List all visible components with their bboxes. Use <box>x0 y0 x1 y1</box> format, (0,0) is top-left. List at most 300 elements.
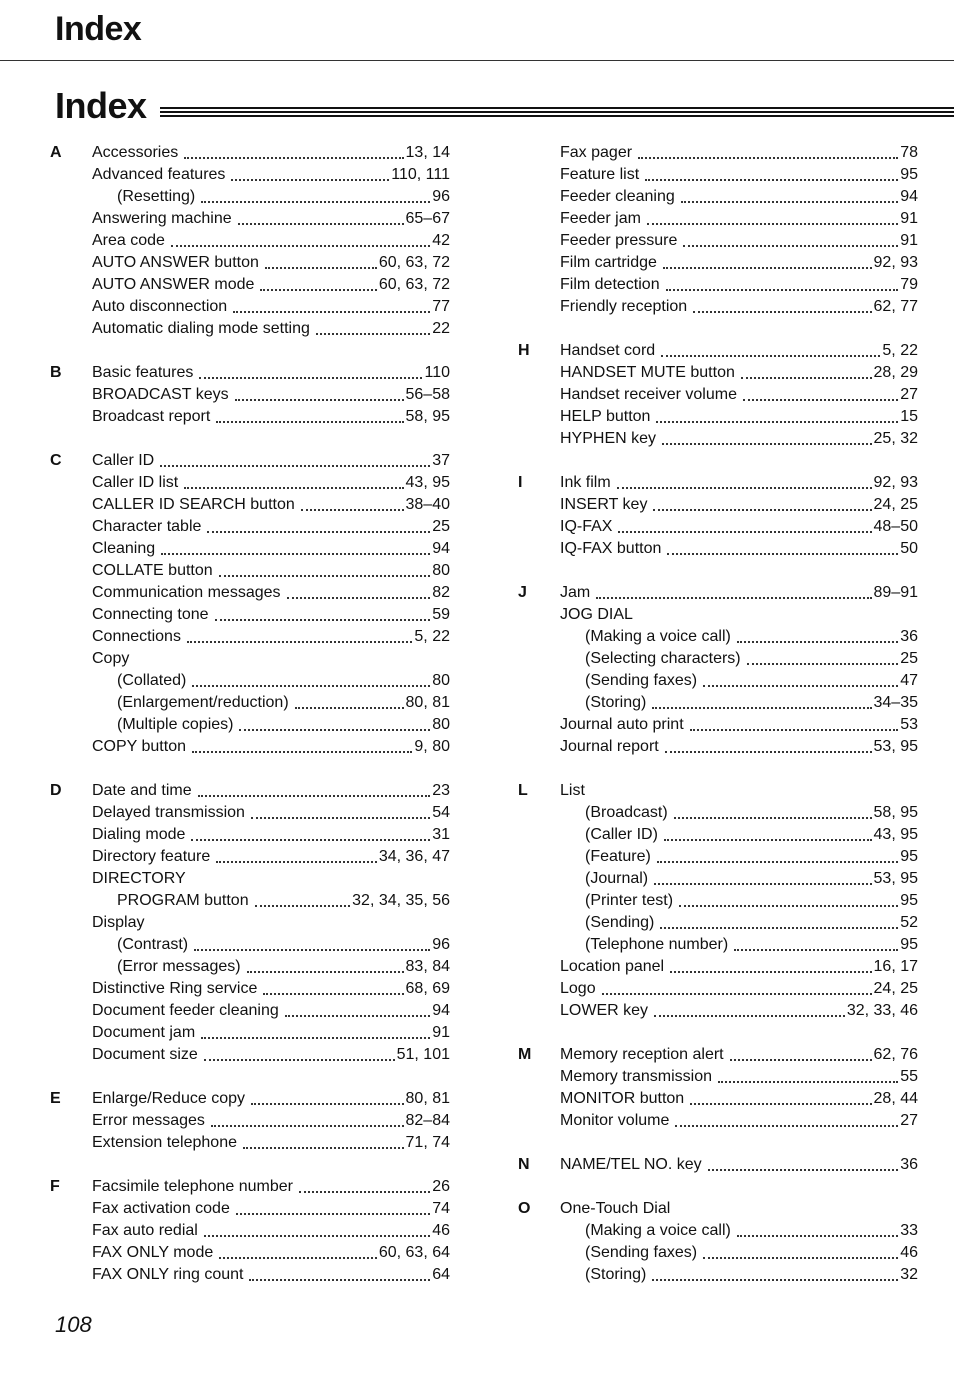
index-entry <box>92 560 450 582</box>
dot-leader <box>654 883 871 885</box>
dot-leader <box>316 333 430 335</box>
entry-pages: 91 <box>900 232 918 249</box>
entry-term: HANDSET MUTE button <box>560 364 735 381</box>
index-entry <box>560 428 918 450</box>
entry-pages: 50 <box>900 540 918 557</box>
entry-pages: 46 <box>900 1244 918 1261</box>
page-number: 108 <box>55 1312 92 1337</box>
index-entry <box>560 362 918 384</box>
entry-term: Document size <box>92 1046 198 1063</box>
entry-pages: 53, 95 <box>873 738 918 755</box>
entry-pages: 24, 25 <box>873 496 918 513</box>
entry-pages: 80 <box>432 562 450 579</box>
index-letter: D <box>50 782 62 799</box>
index-entry <box>92 1044 450 1066</box>
entry-pages: 5, 22 <box>414 628 450 645</box>
entry-term: BROADCAST keys <box>92 386 229 403</box>
dot-leader <box>299 1191 430 1193</box>
index-entry <box>92 1242 450 1264</box>
entry-pages: 36 <box>900 628 918 645</box>
dot-leader <box>741 377 872 379</box>
dot-leader <box>219 1257 377 1259</box>
entry-term: Handset cord <box>560 342 656 359</box>
index-column-right <box>518 142 918 1308</box>
index-entry <box>92 230 450 252</box>
entry-term: Area code <box>92 232 165 249</box>
entry-term: (Storing) <box>585 1266 647 1283</box>
entry-term: Basic features <box>92 364 194 381</box>
index-entry <box>560 1198 918 1220</box>
index-entry <box>560 340 918 362</box>
index-entry <box>560 1220 918 1242</box>
entry-term: MONITOR button <box>560 1090 685 1107</box>
index-group <box>50 1088 450 1154</box>
entry-term: INSERT key <box>560 496 648 513</box>
entry-term: (Enlargement/reduction) <box>117 694 289 711</box>
entry-term: Character table <box>92 518 202 535</box>
page-header-title: Index <box>55 10 142 48</box>
index-group <box>50 780 450 1066</box>
entry-pages: 82–84 <box>405 1112 450 1129</box>
entry-term: Journal report <box>560 738 659 755</box>
dot-leader <box>693 311 871 313</box>
entry-pages: 58, 95 <box>405 408 450 425</box>
entry-pages: 34–35 <box>873 694 918 711</box>
index-entries <box>92 1176 450 1286</box>
index-entry <box>560 1000 918 1022</box>
entry-term: AUTO ANSWER button <box>92 254 259 271</box>
entry-term: Feeder cleaning <box>560 188 675 205</box>
dot-leader <box>657 861 898 863</box>
entry-term: Enlarge/Reduce copy <box>92 1090 245 1107</box>
dot-leader <box>675 1125 898 1127</box>
dot-leader <box>171 245 430 247</box>
index-entry <box>92 670 450 692</box>
dot-leader <box>194 949 430 951</box>
index-entry <box>92 406 450 428</box>
entry-pages: 24, 25 <box>873 980 918 997</box>
dot-leader <box>660 927 898 929</box>
index-entry <box>92 208 450 230</box>
entry-term: Logo <box>560 980 596 997</box>
index-entry <box>92 1022 450 1044</box>
entry-pages: 43, 95 <box>873 826 918 843</box>
entry-pages: 22 <box>432 320 450 337</box>
dot-leader <box>737 1235 898 1237</box>
entry-term: IQ-FAX button <box>560 540 662 557</box>
index-letter: E <box>50 1090 61 1107</box>
index-entry <box>560 1154 918 1176</box>
index-entry <box>560 604 918 626</box>
entry-term: Fax auto redial <box>92 1222 198 1239</box>
dot-leader <box>216 861 377 863</box>
dot-leader <box>160 465 430 467</box>
index-group <box>50 362 450 428</box>
entry-pages: 94 <box>432 1002 450 1019</box>
dot-leader <box>730 1059 872 1061</box>
index-letter: B <box>50 364 62 381</box>
entry-term: Film cartridge <box>560 254 657 271</box>
entry-term: Answering machine <box>92 210 232 227</box>
entry-term: Copy <box>92 650 130 667</box>
entry-pages: 79 <box>900 276 918 293</box>
entry-pages: 28, 29 <box>873 364 918 381</box>
entry-pages: 32 <box>900 1266 918 1283</box>
entry-pages: 95 <box>900 166 918 183</box>
dot-leader <box>301 509 404 511</box>
entry-pages: 60, 63, 72 <box>378 254 450 271</box>
index-entry <box>92 296 450 318</box>
index-entries <box>560 1198 918 1286</box>
dot-leader <box>199 377 422 379</box>
index-entry <box>92 736 450 758</box>
entry-term: Fax pager <box>560 144 633 161</box>
entry-term: Location panel <box>560 958 665 975</box>
index-group <box>50 1176 450 1286</box>
index-group <box>518 142 918 318</box>
index-entries <box>92 142 450 340</box>
entry-pages: 33 <box>900 1222 918 1239</box>
index-entry <box>560 934 918 956</box>
index-entry <box>560 1044 918 1066</box>
entry-term: (Collated) <box>117 672 187 689</box>
dot-leader <box>265 267 377 269</box>
entry-pages: 54 <box>432 804 450 821</box>
index-entry <box>560 516 918 538</box>
entry-term: FAX ONLY mode <box>92 1244 214 1261</box>
index-entry <box>92 648 450 670</box>
entry-pages: 80, 81 <box>405 694 450 711</box>
entry-pages: 25 <box>432 518 450 535</box>
index-entry <box>92 472 450 494</box>
index-entry <box>92 1264 450 1286</box>
entry-pages: 37 <box>432 452 450 469</box>
entry-pages: 13, 14 <box>405 144 450 161</box>
entry-pages: 94 <box>900 188 918 205</box>
entry-term: Feeder jam <box>560 210 641 227</box>
entry-term: LOWER key <box>560 1002 649 1019</box>
dot-leader <box>184 487 403 489</box>
entry-term: Cleaning <box>92 540 156 557</box>
entry-pages: 9, 80 <box>414 738 450 755</box>
entry-pages: 82 <box>432 584 450 601</box>
entry-pages: 78 <box>900 144 918 161</box>
dot-leader <box>204 1235 430 1237</box>
index-entry <box>560 626 918 648</box>
entry-term: (Caller ID) <box>585 826 658 843</box>
entry-pages: 64 <box>432 1266 450 1283</box>
entry-pages: 56–58 <box>405 386 450 403</box>
entry-pages: 74 <box>432 1200 450 1217</box>
entry-term: Handset receiver volume <box>560 386 737 403</box>
index-entry <box>92 582 450 604</box>
index-entry <box>92 714 450 736</box>
entry-term: COLLATE button <box>92 562 213 579</box>
dot-leader <box>667 553 898 555</box>
entry-term: DIRECTORY <box>92 870 186 887</box>
dot-leader <box>670 971 871 973</box>
entry-term: Facsimile telephone number <box>92 1178 293 1195</box>
entry-term: PROGRAM button <box>117 892 249 909</box>
index-letter: F <box>50 1178 60 1195</box>
index-entry <box>92 538 450 560</box>
entry-term: Connecting tone <box>92 606 209 623</box>
index-entries <box>560 780 918 1022</box>
entry-pages: 59 <box>432 606 450 623</box>
entry-term: Fax activation code <box>92 1200 230 1217</box>
index-entries <box>92 1088 450 1154</box>
entry-term: Advanced features <box>92 166 226 183</box>
index-entry <box>560 186 918 208</box>
entry-pages: 42 <box>432 232 450 249</box>
dot-leader <box>674 817 872 819</box>
dot-leader <box>239 729 430 731</box>
dot-leader <box>652 1279 898 1281</box>
dot-leader <box>656 421 898 423</box>
index-entry <box>560 868 918 890</box>
index-group <box>518 1154 918 1176</box>
dot-leader <box>207 531 430 533</box>
title-decorative-bars <box>160 107 954 119</box>
entry-term: Directory feature <box>92 848 211 865</box>
entry-term: IQ-FAX <box>560 518 613 535</box>
entry-pages: 94 <box>432 540 450 557</box>
dot-leader <box>243 1147 404 1149</box>
dot-leader <box>249 1279 430 1281</box>
entry-pages: 43, 95 <box>405 474 450 491</box>
dot-leader <box>219 575 431 577</box>
entry-pages: 62, 77 <box>873 298 918 315</box>
dot-leader <box>690 729 899 731</box>
entry-term: (Sending faxes) <box>585 672 698 689</box>
dot-leader <box>251 1103 404 1105</box>
entry-term: (Storing) <box>585 694 647 711</box>
index-letter: J <box>518 584 527 601</box>
entry-term: (Selecting characters) <box>585 650 741 667</box>
entry-term: Date and time <box>92 782 192 799</box>
index-entry <box>560 648 918 670</box>
dot-leader <box>703 685 898 687</box>
dot-leader <box>747 663 899 665</box>
dot-leader <box>255 905 351 907</box>
index-entry <box>560 824 918 846</box>
dot-leader <box>260 289 376 291</box>
index-entry <box>92 802 450 824</box>
dot-leader <box>734 949 898 951</box>
index-entry <box>560 978 918 1000</box>
index-group <box>518 1198 918 1286</box>
entry-pages: 48–50 <box>873 518 918 535</box>
dot-leader <box>652 707 871 709</box>
entry-term: Feature list <box>560 166 640 183</box>
entry-term: Accessories <box>92 144 179 161</box>
index-entry <box>92 384 450 406</box>
entry-term: Communication messages <box>92 584 281 601</box>
index-entry <box>560 1088 918 1110</box>
entry-pages: 110, 111 <box>391 166 450 183</box>
entry-term: Document jam <box>92 1024 196 1041</box>
entry-pages: 27 <box>900 386 918 403</box>
index-entry <box>560 582 918 604</box>
entry-term: Distinctive Ring service <box>92 980 258 997</box>
index-entry <box>92 934 450 956</box>
dot-leader <box>251 817 430 819</box>
entry-term: Ink film <box>560 474 611 491</box>
dot-leader <box>187 641 412 643</box>
dot-leader <box>231 179 389 181</box>
entry-term: CALLER ID SEARCH button <box>92 496 295 513</box>
entry-term: Document feeder cleaning <box>92 1002 279 1019</box>
entry-pages: 16, 17 <box>873 958 918 975</box>
index-entry <box>92 186 450 208</box>
entry-term: Automatic dialing mode setting <box>92 320 310 337</box>
index-entry <box>92 318 450 340</box>
index-entry <box>560 802 918 824</box>
dot-leader <box>653 509 871 511</box>
dot-leader <box>654 1015 845 1017</box>
entry-pages: 95 <box>900 936 918 953</box>
index-entry <box>560 296 918 318</box>
dot-leader <box>198 795 431 797</box>
entry-pages: 36 <box>900 1156 918 1173</box>
index-entry <box>92 846 450 868</box>
entry-pages: 92, 93 <box>873 474 918 491</box>
index-entries <box>560 472 918 560</box>
dot-leader <box>295 707 404 709</box>
entry-term: NAME/TEL NO. key <box>560 1156 702 1173</box>
dot-leader <box>215 619 431 621</box>
dot-leader <box>596 597 871 599</box>
dot-leader <box>666 289 899 291</box>
index-entry <box>560 472 918 494</box>
index-entry <box>560 1110 918 1132</box>
entry-term: Broadcast report <box>92 408 211 425</box>
dot-leader <box>285 1015 430 1017</box>
index-entry <box>92 912 450 934</box>
entry-term: HELP button <box>560 408 651 425</box>
entry-term: AUTO ANSWER mode <box>92 276 255 293</box>
entry-pages: 96 <box>432 936 450 953</box>
entry-term: Feeder pressure <box>560 232 678 249</box>
entry-term: Monitor volume <box>560 1112 670 1129</box>
entry-pages: 83, 84 <box>405 958 450 975</box>
index-group <box>518 340 918 450</box>
dot-leader <box>263 993 403 995</box>
entry-term: (Sending) <box>585 914 655 931</box>
dot-leader <box>665 751 872 753</box>
index-entry <box>560 252 918 274</box>
entry-pages: 32, 34, 35, 56 <box>352 892 450 909</box>
entry-term: Friendly reception <box>560 298 688 315</box>
index-entries <box>560 340 918 450</box>
entry-pages: 47 <box>900 672 918 689</box>
index-entries <box>560 142 918 318</box>
index-entry <box>92 956 450 978</box>
entry-term: Delayed transmission <box>92 804 245 821</box>
entry-term: (Resetting) <box>117 188 196 205</box>
entry-pages: 51, 101 <box>396 1046 450 1063</box>
index-entry <box>92 1176 450 1198</box>
entry-pages: 68, 69 <box>405 980 450 997</box>
dot-leader <box>236 1213 430 1215</box>
dot-leader <box>663 267 872 269</box>
dot-leader <box>233 311 430 313</box>
entry-pages: 95 <box>900 848 918 865</box>
dot-leader <box>647 223 898 225</box>
index-entry <box>92 780 450 802</box>
dot-leader <box>247 971 404 973</box>
entry-pages: 60, 63, 64 <box>378 1244 450 1261</box>
entry-pages: 26 <box>432 1178 450 1195</box>
entry-term: Connections <box>92 628 181 645</box>
index-entry <box>560 274 918 296</box>
entry-pages: 65–67 <box>405 210 450 227</box>
index-entry <box>92 494 450 516</box>
index-entry <box>560 1242 918 1264</box>
header-rule <box>0 60 954 61</box>
index-entry <box>92 164 450 186</box>
index-entry <box>560 406 918 428</box>
entry-term: Memory transmission <box>560 1068 713 1085</box>
entry-pages: 38–40 <box>405 496 450 513</box>
entry-pages: 5, 22 <box>882 342 918 359</box>
entry-pages: 25, 32 <box>873 430 918 447</box>
index-entry <box>92 274 450 296</box>
dot-leader <box>192 751 412 753</box>
index-entry <box>560 912 918 934</box>
index-entry <box>92 516 450 538</box>
entry-pages: 55 <box>900 1068 918 1085</box>
index-entry <box>92 450 450 472</box>
dot-leader <box>191 839 430 841</box>
index-entry <box>92 252 450 274</box>
index-entry <box>560 494 918 516</box>
dot-leader <box>184 157 403 159</box>
entry-pages: 80, 81 <box>405 1090 450 1107</box>
entry-pages: 91 <box>900 210 918 227</box>
entry-term: Film detection <box>560 276 660 293</box>
index-letter: L <box>518 782 528 799</box>
index-entry <box>92 362 450 384</box>
dot-leader <box>618 531 871 533</box>
dot-leader <box>661 355 880 357</box>
index-entry <box>92 142 450 164</box>
entry-term: Extension telephone <box>92 1134 237 1151</box>
dot-leader <box>287 597 431 599</box>
dot-leader <box>201 201 430 203</box>
dot-leader <box>743 399 898 401</box>
entry-term: Dialing mode <box>92 826 186 843</box>
index-entry <box>560 846 918 868</box>
dot-leader <box>664 839 872 841</box>
index-letter: M <box>518 1046 532 1063</box>
index-letter: O <box>518 1200 531 1217</box>
entry-pages: 95 <box>900 892 918 909</box>
index-entry <box>92 1198 450 1220</box>
index-entry <box>560 164 918 186</box>
entry-pages: 28, 44 <box>873 1090 918 1107</box>
dot-leader <box>201 1037 430 1039</box>
dot-leader <box>708 1169 899 1171</box>
entry-term: Memory reception alert <box>560 1046 724 1063</box>
dot-leader <box>235 399 404 401</box>
entry-pages: 25 <box>900 650 918 667</box>
entry-term: (Telephone number) <box>585 936 729 953</box>
dot-leader <box>681 201 898 203</box>
entry-pages: 53 <box>900 716 918 733</box>
dot-leader <box>216 421 403 423</box>
index-entries <box>92 450 450 758</box>
